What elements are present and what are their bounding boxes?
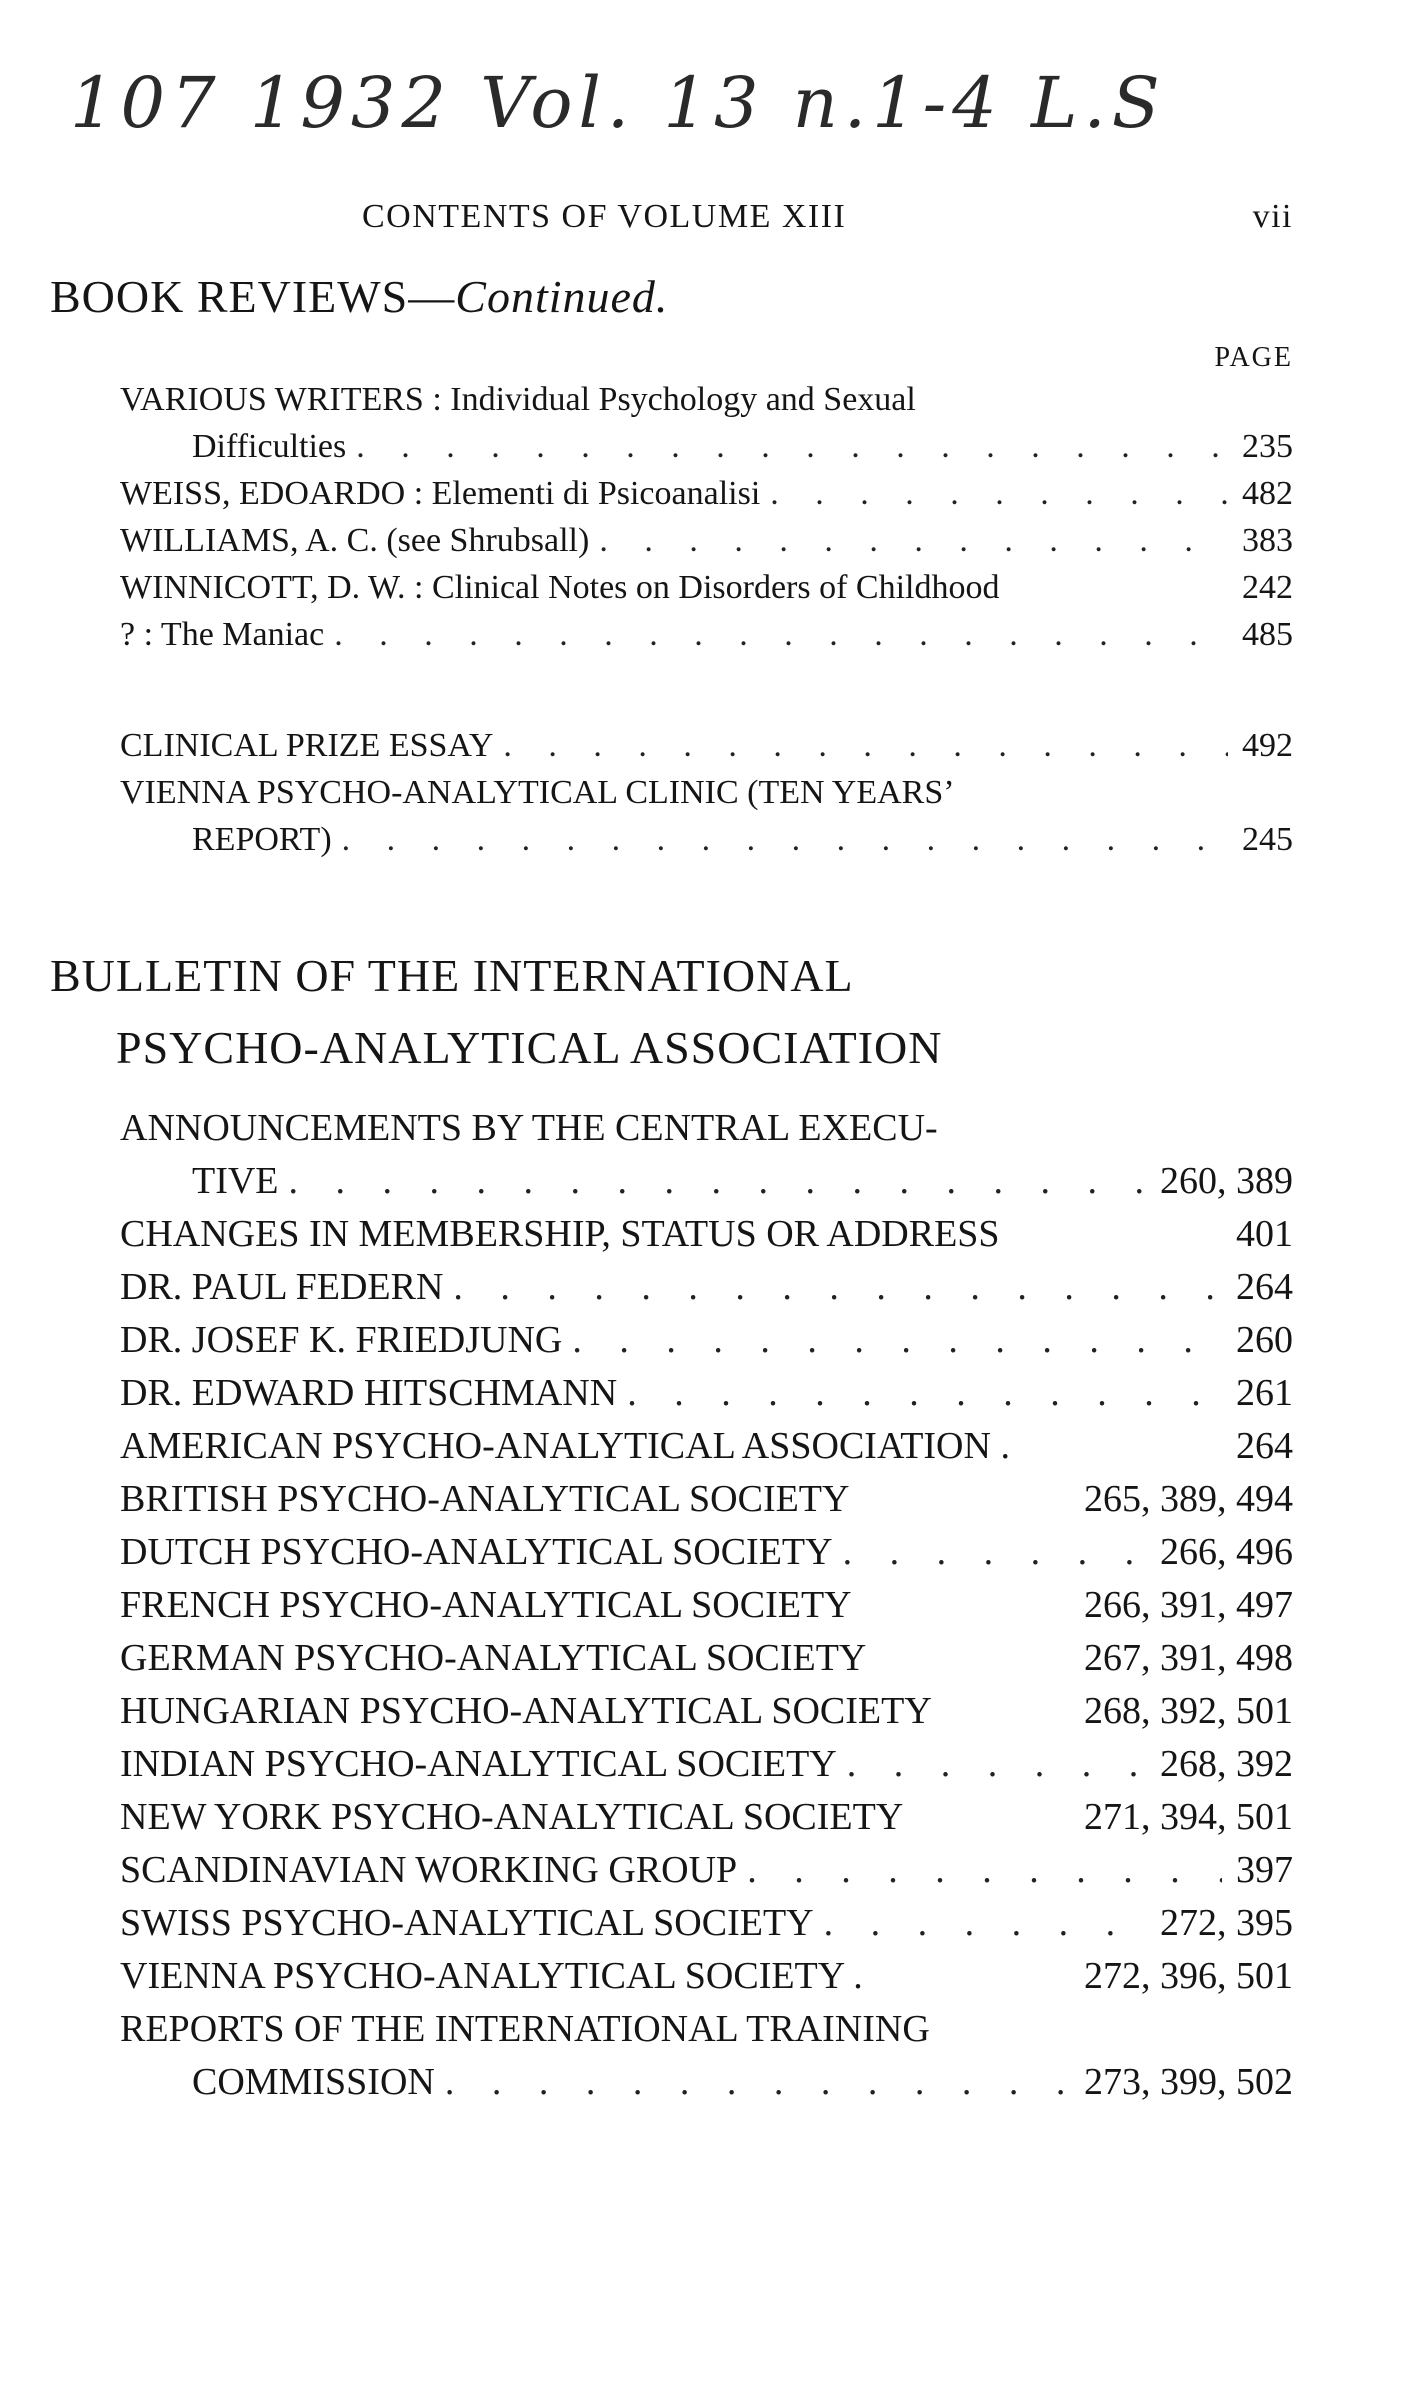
toc-entry[interactable] (120, 722, 1293, 769)
toc-entry-pages: 242 (1242, 569, 1293, 606)
book-reviews-heading-text: BOOK REVIEWS— (50, 271, 456, 322)
dot-leader (833, 1526, 1146, 1579)
toc-entry[interactable] (120, 1791, 1293, 1844)
toc-entry-pages: 482 (1242, 475, 1293, 512)
toc-entry-title: DUTCH PSYCHO-ANALYTICAL SOCIETY (120, 1531, 833, 1573)
page-column-label: PAGE (1214, 342, 1293, 373)
bulletin-heading-line1: BULLETIN OF THE INTERNATIONAL (50, 950, 854, 1001)
dot-leader (279, 1155, 1146, 1208)
toc-entry-title: WEISS, EDOARDO : Elementi di Psicoanalisi (120, 475, 761, 512)
toc-entry-pages: 260 (1236, 1319, 1293, 1361)
bulletin-heading (50, 940, 942, 1084)
toc-entry-title: BRITISH PSYCHO-ANALYTICAL SOCIETY (120, 1478, 850, 1520)
toc-entry-pages: 268, 392, 501 (1084, 1690, 1293, 1732)
toc-entry-pages: 264 (1236, 1266, 1293, 1308)
toc-entry-title: SCANDINAVIAN WORKING GROUP (120, 1849, 738, 1891)
running-head-title: CONTENTS OF VOLUME XIII (362, 198, 847, 235)
dot-leader (589, 517, 1228, 564)
toc-entry[interactable] (120, 1314, 1293, 1367)
toc-entry-title: HUNGARIAN PSYCHO-ANALYTICAL SOCIETY (120, 1690, 932, 1732)
toc-entry-title: ? : The Maniac (120, 616, 325, 653)
book-reviews-list (120, 376, 1293, 863)
dot-leader (617, 1367, 1222, 1420)
toc-entry[interactable] (120, 1208, 1293, 1261)
toc-entry-title: TIVE (192, 1160, 279, 1202)
toc-entry-pages: 235 (1242, 428, 1293, 465)
toc-entry-pages: 273, 399, 502 (1084, 2061, 1293, 2103)
toc-entry-first-line: ANNOUNCEMENTS BY THE CENTRAL EXECU- (120, 1107, 938, 1149)
toc-entry-first-line: VARIOUS WRITERS : Individual Psychology and Sexual (120, 381, 916, 418)
toc-entry-pages: 268, 392 (1160, 1743, 1293, 1785)
dot-leader (493, 722, 1228, 769)
toc-entry-pages: 265, 389, 494 (1084, 1478, 1293, 1520)
toc-entry[interactable] (120, 1632, 1293, 1685)
toc-entry-pages: 260, 389 (1160, 1160, 1293, 1202)
toc-entry-title: WILLIAMS, A. C. (see Shrubsall) (120, 522, 590, 559)
toc-entry[interactable] (120, 2003, 1293, 2109)
toc-entry[interactable] (120, 1526, 1293, 1579)
toc-entry-pages: 264 (1236, 1425, 1293, 1467)
toc-entry-title: GERMAN PSYCHO-ANALYTICAL SOCIETY (120, 1637, 867, 1679)
toc-entry[interactable] (120, 1102, 1293, 1208)
toc-entry[interactable] (120, 564, 1293, 611)
toc-entry[interactable] (120, 1261, 1293, 1314)
toc-entry[interactable] (120, 769, 1293, 863)
dot-leader (562, 1314, 1222, 1367)
toc-entry-pages: 266, 496 (1160, 1531, 1293, 1573)
toc-entry-pages: 485 (1242, 616, 1293, 653)
toc-entry[interactable] (120, 611, 1293, 658)
running-head (0, 198, 1421, 242)
book-reviews-heading (50, 270, 668, 323)
toc-entry-title: AMERICAN PSYCHO-ANALYTICAL ASSOCIATION . (120, 1425, 1010, 1467)
book-reviews-continued: Continued. (455, 271, 669, 322)
toc-entry-title: COMMISSION (192, 2061, 435, 2103)
toc-entry-first-line: REPORTS OF THE INTERNATIONAL TRAINING (120, 2008, 930, 2050)
toc-entry-pages: 271, 394, 501 (1084, 1796, 1293, 1838)
toc-entry[interactable] (120, 1738, 1293, 1791)
toc-entry-title: DR. JOSEF K. FRIEDJUNG (120, 1319, 563, 1361)
toc-entry-pages: 245 (1242, 821, 1293, 858)
toc-entry-title: DR. EDWARD HITSCHMANN (120, 1372, 618, 1414)
toc-entry-first-line: VIENNA PSYCHO-ANALYTICAL CLINIC (TEN YEARS’ (120, 774, 955, 811)
toc-entry[interactable] (120, 1579, 1293, 1632)
toc-entry-title: NEW YORK PSYCHO-ANALYTICAL SOCIETY (120, 1796, 904, 1838)
toc-entry-title: FRENCH PSYCHO-ANALYTICAL SOCIETY (120, 1584, 852, 1626)
bulletin-heading-line2: PSYCHO-ANALYTICAL ASSOCIATION (116, 1022, 943, 1073)
toc-entry-title: CLINICAL PRIZE ESSAY (120, 727, 494, 764)
toc-entry[interactable] (120, 470, 1293, 517)
toc-entry[interactable] (120, 376, 1293, 470)
toc-entry-pages: 272, 395 (1160, 1902, 1293, 1944)
dot-leader (443, 1261, 1222, 1314)
dot-leader (346, 423, 1228, 470)
dot-leader (837, 1738, 1146, 1791)
handwritten-annotation: 107 1932 Vol. 13 n.1-4 L.S (70, 62, 1166, 144)
dot-leader (760, 470, 1228, 517)
toc-entry[interactable] (120, 1367, 1293, 1420)
toc-entry-title: DR. PAUL FEDERN (120, 1266, 444, 1308)
toc-entry-pages: 383 (1242, 522, 1293, 559)
toc-entry[interactable] (120, 1685, 1293, 1738)
dot-leader (324, 611, 1228, 658)
toc-entry-pages: 492 (1242, 727, 1293, 764)
dot-leader (814, 1897, 1146, 1950)
toc-entry-title: SWISS PSYCHO-ANALYTICAL SOCIETY (120, 1902, 814, 1944)
toc-entry[interactable] (120, 1844, 1293, 1897)
toc-entry-pages: 397 (1236, 1849, 1293, 1891)
toc-entry[interactable] (120, 517, 1293, 564)
toc-entry-pages: 267, 391, 498 (1084, 1637, 1293, 1679)
toc-entry-pages: 272, 396, 501 (1084, 1955, 1293, 1997)
toc-entry-title: Difficulties (192, 428, 347, 465)
toc-entry[interactable] (120, 1897, 1293, 1950)
page-number: vii (1252, 198, 1293, 235)
toc-entry-title: VIENNA PSYCHO-ANALYTICAL SOCIETY . (120, 1955, 863, 1997)
dot-leader (332, 816, 1228, 863)
toc-entry[interactable] (120, 1420, 1293, 1473)
toc-entry-pages: 401 (1236, 1213, 1293, 1255)
toc-entry[interactable] (120, 1473, 1293, 1526)
toc-entry-title: CHANGES IN MEMBERSHIP, STATUS OR ADDRESS (120, 1213, 1000, 1255)
toc-entry-title: WINNICOTT, D. W. : Clinical Notes on Disorders of Childhood (120, 569, 1000, 606)
bulletin-list (120, 1102, 1293, 2109)
dot-leader (435, 2056, 1070, 2109)
toc-entry-pages: 261 (1236, 1372, 1293, 1414)
toc-entry-pages: 266, 391, 497 (1084, 1584, 1293, 1626)
toc-entry[interactable] (120, 1950, 1293, 2003)
dot-leader (737, 1844, 1222, 1897)
toc-entry-title: INDIAN PSYCHO-ANALYTICAL SOCIETY (120, 1743, 837, 1785)
toc-entry-title: REPORT) (192, 821, 332, 858)
